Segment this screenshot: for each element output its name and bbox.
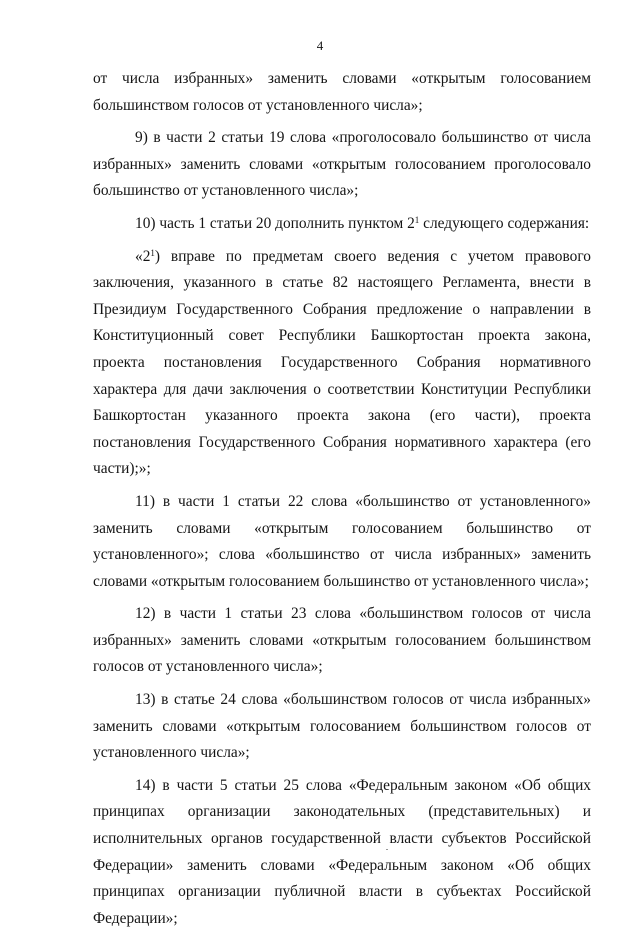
paragraph-item-12: 12) в части 1 статьи 23 слова «большинством голосов от числа избранных» заменить словами «открытым голосованием большинством голосов от установленного числа»; (93, 605, 591, 676)
document-body (93, 66, 591, 932)
scan-speck (386, 849, 388, 850)
paragraph-item-9: 9) в части 2 статьи 19 слова «проголосовало большинство от числа избранных» заменить словами «открытым голосованием проголосовало большинство от установленного числа»; (93, 129, 591, 200)
paragraph-item-10: 10) часть 1 статьи 20 дополнить пунктом $2^1$ следующего содержания: (135, 214, 590, 232)
paragraph-item-14: 14) в части 5 статьи 25 слова «Федеральным законом «Об общих принципах организации законодательных (представительных) и исполнительных органов государственной власти субъектов Российской Федерации» заменить словами «Федеральным законом «Об общих принципах организации публичной власти в субъектах Российской Федерации»; (93, 776, 591, 927)
page-number: 4 (316, 38, 324, 53)
superscript: 1 (414, 214, 420, 225)
paragraph-item-13: 13) в статье 24 слова «большинством голосов от числа избранных» заменить словами «открытым голосованием большинством голосов от установленного числа»; (93, 691, 591, 762)
superscript: 1 (150, 247, 155, 258)
paragraph-continuation: от числа избранных» заменить словами «открытым голосованием большинством голосов от установленного числа»; (93, 70, 591, 114)
paragraph-item-11: 11) в части 1 статьи 22 слова «большинство от установленного» заменить словами «открытым голосованием большинство от установленного»; слова «большинство от числа избранных» заменить словами «открытым голосованием большинство от установленного числа»; (93, 492, 591, 590)
paragraph-quoted-point: «$2^1$) вправе по предметам своего ведения с учетом правового заключения, указанного в статье 82 настоящего Регламента, внести в Президиум Государственного Собрания предложение о направлении в Конституционный совет Республики Башкортостан проекта закона, проекта постановления Государственного Собрания нормативного характера для дачи заключения о соответствии Конституции Республики Башкортостан указанного проекта закона (его части), проекта постановления Государственного Собрания нормативного характера (его части);»; (93, 247, 591, 478)
